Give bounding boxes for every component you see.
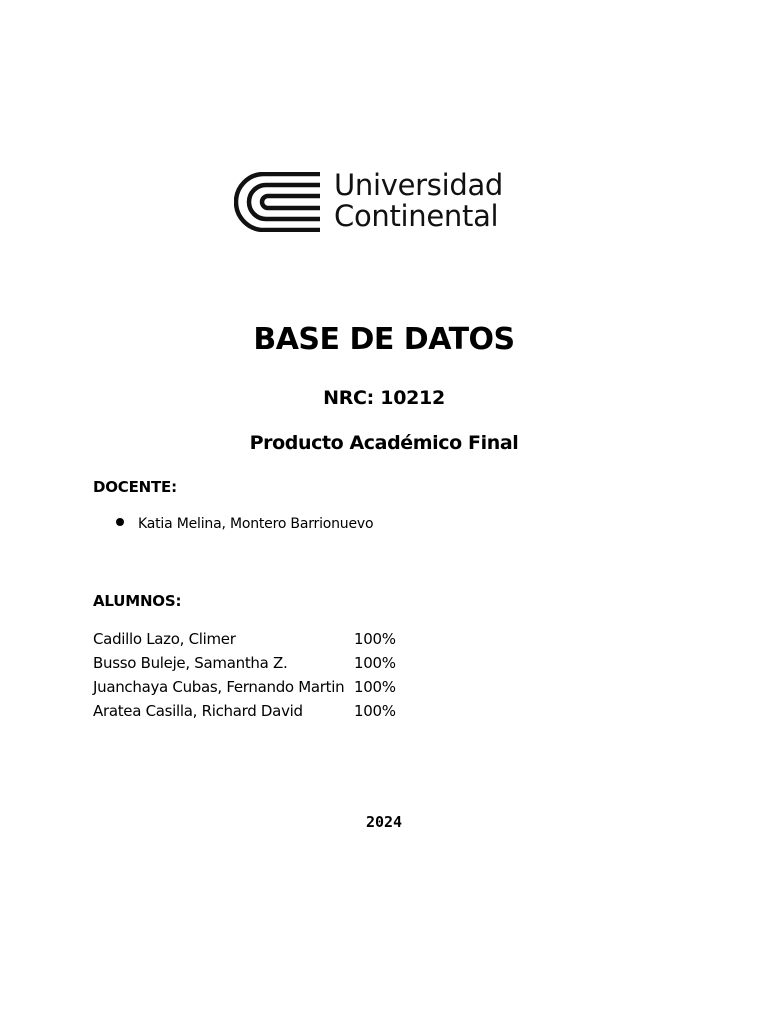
logo-wordmark — [334, 170, 503, 232]
university-logo — [234, 170, 534, 236]
student-name: Aratea Casilla, Richard David — [93, 702, 303, 720]
nrc-code: NRC: 10212 — [323, 387, 445, 409]
document-title: BASE DE DATOS — [253, 322, 515, 357]
student-name: Cadillo Lazo, Climer — [93, 630, 236, 648]
student-percent: 100% — [354, 630, 396, 648]
student-percent: 100% — [354, 678, 396, 696]
student-name: Busso Buleje, Samantha Z. — [93, 654, 288, 672]
student-name: Juanchaya Cubas, Fernando Martin — [93, 678, 345, 696]
year: 2024 — [365, 813, 403, 831]
university-logo-icon — [234, 172, 322, 232]
bullet-icon — [116, 518, 124, 526]
teacher-name: Katia Melina, Montero Barrionuevo — [138, 516, 374, 532]
student-row — [93, 630, 413, 654]
student-list — [93, 630, 413, 726]
docente-label: DOCENTE: — [93, 478, 177, 496]
student-row — [93, 654, 413, 678]
alumnos-label: ALUMNOS: — [93, 592, 182, 610]
student-percent: 100% — [354, 654, 396, 672]
logo-line-1: Universidad — [334, 168, 504, 202]
product-title: Producto Académico Final — [249, 432, 519, 454]
student-row — [93, 678, 413, 702]
logo-line-2: Continental — [334, 199, 499, 233]
student-row — [93, 702, 413, 726]
student-percent: 100% — [354, 702, 396, 720]
teacher-list-item — [116, 516, 373, 532]
